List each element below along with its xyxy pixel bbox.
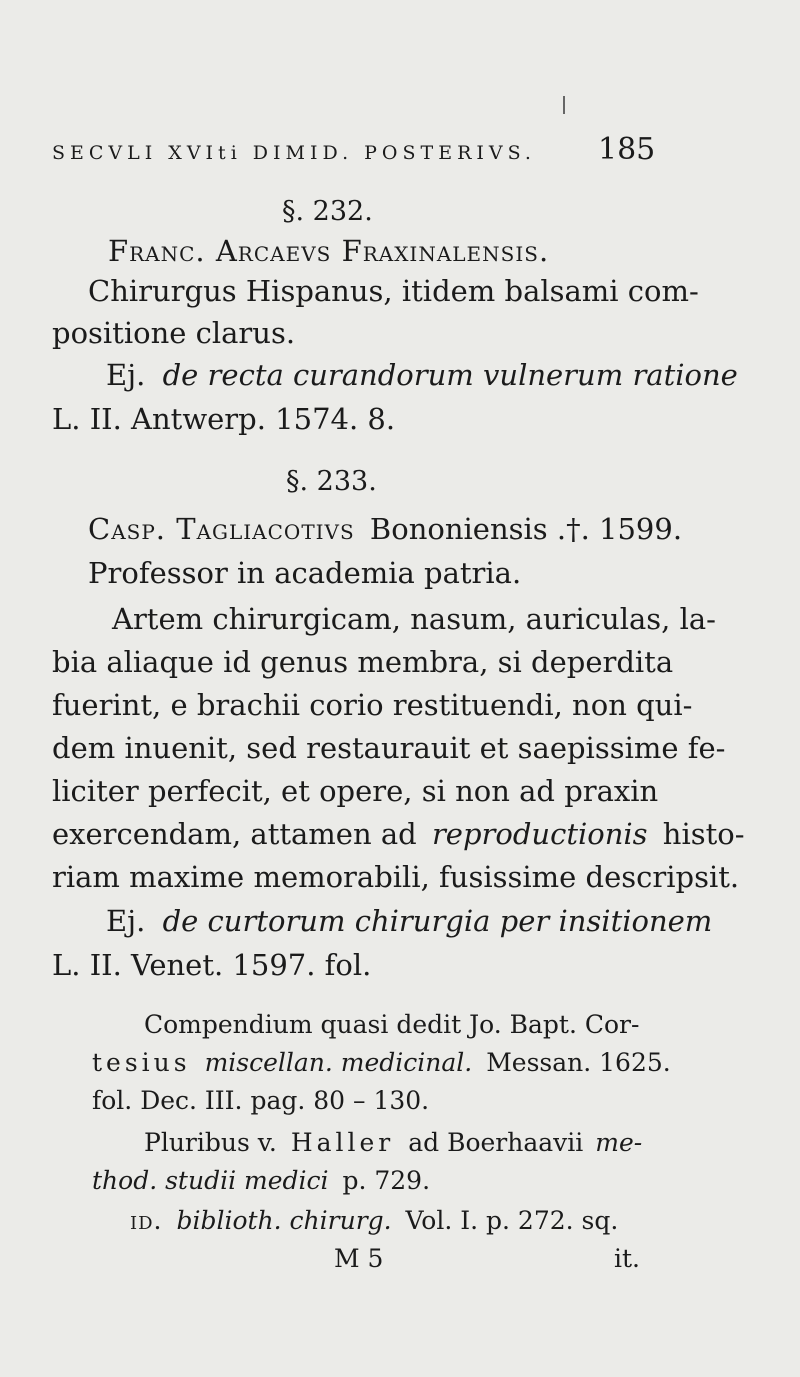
work-entry — [106, 358, 738, 392]
paragraph-line: riam maxime memorabili, fusissime descripsit. — [52, 860, 740, 894]
work-publication: L. II. Antwerp. 1574. 8. — [52, 402, 396, 436]
note-line — [92, 1166, 430, 1195]
signature-mark: M 5 — [334, 1244, 384, 1273]
note-text: id. — [130, 1206, 163, 1235]
note-title: thod. studii medici — [92, 1166, 329, 1195]
work-publication: L. II. Venet. 1597. fol. — [52, 948, 372, 982]
ink-mark — [563, 96, 565, 114]
paragraph-text: histo- — [662, 817, 745, 851]
work-entry — [106, 904, 712, 938]
note-line — [130, 1206, 618, 1235]
paragraph-line: Artem chirurgicam, nasum, auriculas, la- — [112, 602, 716, 636]
note-text: ad Boerhaavii — [408, 1128, 584, 1157]
work-prefix: Ej. — [106, 904, 146, 938]
note-title: biblioth. chirurg. — [176, 1206, 392, 1235]
note-text: Vol. I. p. 272. sq. — [405, 1206, 619, 1235]
page-number: 185 — [598, 132, 656, 167]
section-heading: §. 232. — [282, 196, 373, 227]
author-name: Casp. Tagliacotivs — [88, 512, 355, 546]
note-line: Compendium quasi dedit Jo. Bapt. Cor- — [144, 1010, 640, 1039]
note-title: miscellan. medicinal. — [204, 1048, 473, 1077]
note-line — [92, 1048, 671, 1077]
work-title: de recta curandorum vulnerum ratione — [162, 358, 738, 392]
note-text: p. 729. — [342, 1166, 431, 1195]
running-title: SECVLI XVIti DIMID. POSTERIVS. — [52, 142, 536, 164]
work-title: de curtorum chirurgia per insitionem — [162, 904, 713, 938]
work-prefix: Ej. — [106, 358, 146, 392]
paragraph-line: dem inuenit, sed restaurauit et saepissime fe- — [52, 731, 726, 765]
spaced-name: Haller — [290, 1128, 395, 1157]
author-line — [88, 512, 682, 546]
note-line: fol. Dec. III. pag. 80 – 130. — [92, 1086, 430, 1115]
paragraph-line: fuerint, e brachii corio restituendi, non qui- — [52, 688, 693, 722]
biography-text: Professor in academia patria. — [88, 556, 522, 590]
author-origin: Bononiensis .†. 1599. — [369, 512, 683, 546]
paragraph-line — [52, 817, 745, 851]
paragraph-line: liciter perfecit, et opere, si non ad praxin — [52, 774, 659, 808]
note-text: Pluribus v. — [144, 1128, 277, 1157]
note-line — [144, 1128, 642, 1157]
section-heading: §. 233. — [286, 466, 377, 497]
paragraph-text: exercendam, attamen ad — [52, 817, 417, 851]
spaced-name: tesius — [92, 1048, 191, 1077]
paragraph-italic: reproductionis — [431, 817, 648, 851]
author-name: Franc. Arcaevs Fraxinalensis. — [108, 234, 550, 268]
note-title: me- — [595, 1128, 643, 1157]
paragraph-line: bia aliaque id genus membra, si deperdita — [52, 645, 674, 679]
biography-text: positione clarus. — [52, 316, 296, 350]
catchword: it. — [614, 1244, 640, 1273]
biography-text: Chirurgus Hispanus, itidem balsami com- — [88, 274, 699, 308]
note-text: Messan. 1625. — [486, 1048, 671, 1077]
